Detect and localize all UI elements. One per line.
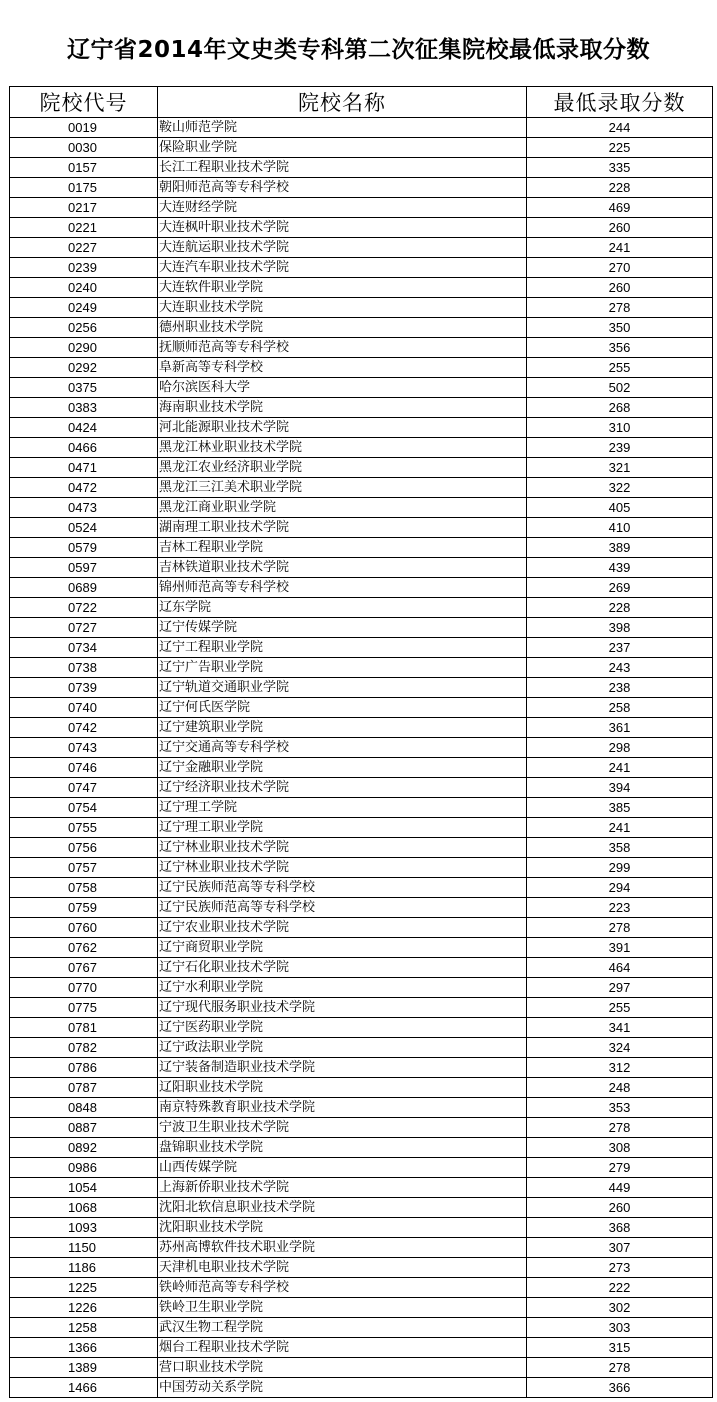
school-code-cell: 1150 [10, 1238, 158, 1258]
table-row [10, 898, 713, 918]
table-row [10, 158, 713, 178]
table-row [10, 778, 713, 798]
school-name-cell: 辽宁建筑职业学院 [158, 718, 527, 738]
school-code-cell: 0030 [10, 138, 158, 158]
min-score-cell: 353 [527, 1098, 713, 1118]
min-score-cell: 385 [527, 798, 713, 818]
table-row [10, 178, 713, 198]
school-name-cell: 大连航运职业技术学院 [158, 238, 527, 258]
table-row [10, 798, 713, 818]
min-score-cell: 278 [527, 1358, 713, 1378]
min-score-cell: 222 [527, 1278, 713, 1298]
school-code-cell: 0472 [10, 478, 158, 498]
min-score-cell: 307 [527, 1238, 713, 1258]
school-name-cell: 长江工程职业技术学院 [158, 158, 527, 178]
school-code-cell: 0782 [10, 1038, 158, 1058]
table-row [10, 978, 713, 998]
school-code-cell: 0775 [10, 998, 158, 1018]
table-row [10, 1338, 713, 1358]
min-score-cell: 260 [527, 218, 713, 238]
min-score-cell: 255 [527, 998, 713, 1018]
header-min-score: 最低录取分数 [527, 87, 713, 118]
school-code-cell: 0524 [10, 518, 158, 538]
school-name-cell: 辽宁传媒学院 [158, 618, 527, 638]
school-code-cell: 0424 [10, 418, 158, 438]
min-score-cell: 389 [527, 538, 713, 558]
school-code-cell: 0759 [10, 898, 158, 918]
school-name-cell: 辽宁交通高等专科学校 [158, 738, 527, 758]
school-name-cell: 辽宁工程职业学院 [158, 638, 527, 658]
table-row [10, 518, 713, 538]
school-name-cell: 德州职业技术学院 [158, 318, 527, 338]
school-name-cell: 湖南理工职业技术学院 [158, 518, 527, 538]
min-score-cell: 469 [527, 198, 713, 218]
min-score-cell: 278 [527, 298, 713, 318]
school-name-cell: 大连财经学院 [158, 198, 527, 218]
min-score-cell: 302 [527, 1298, 713, 1318]
min-score-cell: 310 [527, 418, 713, 438]
school-name-cell: 大连软件职业学院 [158, 278, 527, 298]
min-score-cell: 315 [527, 1338, 713, 1358]
school-name-cell: 阜新高等专科学校 [158, 358, 527, 378]
school-name-cell: 烟台工程职业技术学院 [158, 1338, 527, 1358]
table-row [10, 1158, 713, 1178]
table-row [10, 378, 713, 398]
min-score-cell: 237 [527, 638, 713, 658]
min-score-cell: 248 [527, 1078, 713, 1098]
table-row [10, 998, 713, 1018]
school-code-cell: 0787 [10, 1078, 158, 1098]
school-code-cell: 1068 [10, 1198, 158, 1218]
min-score-cell: 228 [527, 178, 713, 198]
school-code-cell: 0157 [10, 158, 158, 178]
min-score-cell: 241 [527, 238, 713, 258]
school-name-cell: 辽宁林业职业技术学院 [158, 838, 527, 858]
school-name-cell: 辽宁医药职业学院 [158, 1018, 527, 1038]
table-row [10, 578, 713, 598]
school-name-cell: 辽宁理工职业学院 [158, 818, 527, 838]
table-row [10, 1038, 713, 1058]
school-name-cell: 辽宁金融职业学院 [158, 758, 527, 778]
table-row [10, 398, 713, 418]
school-name-cell: 辽宁石化职业技术学院 [158, 958, 527, 978]
table-row [10, 318, 713, 338]
school-name-cell: 大连职业技术学院 [158, 298, 527, 318]
school-code-cell: 0767 [10, 958, 158, 978]
table-row [10, 838, 713, 858]
school-name-cell: 宁波卫生职业技术学院 [158, 1118, 527, 1138]
table-row [10, 598, 713, 618]
table-row [10, 1018, 713, 1038]
school-name-cell: 辽宁何氏医学院 [158, 698, 527, 718]
school-code-cell: 0762 [10, 938, 158, 958]
min-score-cell: 278 [527, 1118, 713, 1138]
school-code-cell: 1466 [10, 1378, 158, 1398]
school-name-cell: 沈阳职业技术学院 [158, 1218, 527, 1238]
min-score-cell: 269 [527, 578, 713, 598]
school-code-cell: 0290 [10, 338, 158, 358]
school-code-cell: 0249 [10, 298, 158, 318]
school-name-cell: 抚顺师范高等专科学校 [158, 338, 527, 358]
school-name-cell: 营口职业技术学院 [158, 1358, 527, 1378]
table-row [10, 1318, 713, 1338]
school-code-cell: 1054 [10, 1178, 158, 1198]
school-code-cell: 0760 [10, 918, 158, 938]
school-code-cell: 0292 [10, 358, 158, 378]
table-row [10, 818, 713, 838]
school-code-cell: 0597 [10, 558, 158, 578]
min-score-cell: 368 [527, 1218, 713, 1238]
min-score-cell: 439 [527, 558, 713, 578]
min-score-cell: 239 [527, 438, 713, 458]
school-name-cell: 哈尔滨医科大学 [158, 378, 527, 398]
page-title: 辽宁省2014年文史类专科第二次征集院校最低录取分数 [66, 37, 650, 63]
min-score-cell: 297 [527, 978, 713, 998]
header-school-name: 院校名称 [158, 87, 527, 118]
school-code-cell: 0466 [10, 438, 158, 458]
school-code-cell: 1258 [10, 1318, 158, 1338]
header-school-code: 院校代号 [10, 87, 158, 118]
school-name-cell: 吉林工程职业学院 [158, 538, 527, 558]
min-score-cell: 312 [527, 1058, 713, 1078]
min-score-cell: 308 [527, 1138, 713, 1158]
min-score-cell: 502 [527, 378, 713, 398]
school-code-cell: 0757 [10, 858, 158, 878]
school-name-cell: 辽宁林业职业技术学院 [158, 858, 527, 878]
table-row [10, 458, 713, 478]
min-score-cell: 223 [527, 898, 713, 918]
table-row [10, 478, 713, 498]
school-name-cell: 朝阳师范高等专科学校 [158, 178, 527, 198]
table-row [10, 1178, 713, 1198]
school-name-cell: 河北能源职业技术学院 [158, 418, 527, 438]
table-row [10, 358, 713, 378]
min-score-cell: 225 [527, 138, 713, 158]
school-code-cell: 0746 [10, 758, 158, 778]
school-name-cell: 南京特殊教育职业技术学院 [158, 1098, 527, 1118]
min-score-cell: 260 [527, 278, 713, 298]
table-row [10, 1378, 713, 1398]
school-code-cell: 0227 [10, 238, 158, 258]
school-name-cell: 辽宁现代服务职业技术学院 [158, 998, 527, 1018]
table-row [10, 278, 713, 298]
min-score-cell: 394 [527, 778, 713, 798]
table-row [10, 698, 713, 718]
table-row [10, 878, 713, 898]
table-row [10, 1058, 713, 1078]
school-code-cell: 0471 [10, 458, 158, 478]
school-name-cell: 海南职业技术学院 [158, 398, 527, 418]
table-row [10, 678, 713, 698]
min-score-cell: 303 [527, 1318, 713, 1338]
school-code-cell: 0756 [10, 838, 158, 858]
school-code-cell: 0240 [10, 278, 158, 298]
school-code-cell: 1186 [10, 1258, 158, 1278]
school-code-cell: 0579 [10, 538, 158, 558]
min-score-cell: 298 [527, 738, 713, 758]
school-code-cell: 0738 [10, 658, 158, 678]
school-name-cell: 苏州高博软件技术职业学院 [158, 1238, 527, 1258]
school-name-cell: 辽宁理工学院 [158, 798, 527, 818]
school-code-cell: 0734 [10, 638, 158, 658]
school-code-cell: 0019 [10, 118, 158, 138]
table-row [10, 638, 713, 658]
table-row [10, 738, 713, 758]
school-name-cell: 中国劳动关系学院 [158, 1378, 527, 1398]
min-score-cell: 335 [527, 158, 713, 178]
school-name-cell: 辽宁商贸职业学院 [158, 938, 527, 958]
min-score-cell: 268 [527, 398, 713, 418]
school-code-cell: 0742 [10, 718, 158, 738]
table-row [10, 1078, 713, 1098]
school-name-cell: 辽宁轨道交通职业学院 [158, 678, 527, 698]
school-name-cell: 辽宁政法职业学院 [158, 1038, 527, 1058]
school-code-cell: 0383 [10, 398, 158, 418]
school-code-cell: 0740 [10, 698, 158, 718]
school-code-cell: 0217 [10, 198, 158, 218]
school-code-cell: 0755 [10, 818, 158, 838]
school-name-cell: 辽宁装备制造职业技术学院 [158, 1058, 527, 1078]
school-name-cell: 盘锦职业技术学院 [158, 1138, 527, 1158]
school-code-cell: 0781 [10, 1018, 158, 1038]
school-name-cell: 武汉生物工程学院 [158, 1318, 527, 1338]
school-code-cell: 0256 [10, 318, 158, 338]
table-row [10, 858, 713, 878]
min-score-cell: 244 [527, 118, 713, 138]
school-code-cell: 1389 [10, 1358, 158, 1378]
table-row [10, 338, 713, 358]
table-row [10, 1098, 713, 1118]
min-score-cell: 356 [527, 338, 713, 358]
school-code-cell: 0239 [10, 258, 158, 278]
table-row [10, 118, 713, 138]
min-score-cell: 464 [527, 958, 713, 978]
school-name-cell: 铁岭师范高等专科学校 [158, 1278, 527, 1298]
min-score-cell: 410 [527, 518, 713, 538]
school-code-cell: 0887 [10, 1118, 158, 1138]
table-row [10, 718, 713, 738]
min-score-cell: 278 [527, 918, 713, 938]
table-row [10, 1278, 713, 1298]
school-name-cell: 辽宁农业职业技术学院 [158, 918, 527, 938]
school-name-cell: 黑龙江商业职业学院 [158, 498, 527, 518]
min-score-cell: 322 [527, 478, 713, 498]
min-score-cell: 258 [527, 698, 713, 718]
min-score-cell: 260 [527, 1198, 713, 1218]
table-row [10, 918, 713, 938]
school-name-cell: 黑龙江林业职业技术学院 [158, 438, 527, 458]
school-name-cell: 鞍山师范学院 [158, 118, 527, 138]
table-row [10, 1218, 713, 1238]
school-code-cell: 0747 [10, 778, 158, 798]
school-name-cell: 保险职业学院 [158, 138, 527, 158]
table-row [10, 1118, 713, 1138]
table-header-row [10, 87, 713, 118]
min-score-cell: 405 [527, 498, 713, 518]
min-score-cell: 241 [527, 818, 713, 838]
school-name-cell: 辽宁广告职业学院 [158, 658, 527, 678]
min-score-cell: 361 [527, 718, 713, 738]
min-score-cell: 299 [527, 858, 713, 878]
school-code-cell: 0848 [10, 1098, 158, 1118]
school-code-cell: 0722 [10, 598, 158, 618]
school-name-cell: 辽东学院 [158, 598, 527, 618]
table-row [10, 198, 713, 218]
table-row [10, 1258, 713, 1278]
school-code-cell: 0175 [10, 178, 158, 198]
school-name-cell: 锦州师范高等专科学校 [158, 578, 527, 598]
min-score-cell: 228 [527, 598, 713, 618]
table-row [10, 238, 713, 258]
min-score-cell: 321 [527, 458, 713, 478]
school-name-cell: 黑龙江三江美术职业学院 [158, 478, 527, 498]
table-row [10, 1138, 713, 1158]
table-row [10, 558, 713, 578]
table-row [10, 958, 713, 978]
table-row [10, 1298, 713, 1318]
school-code-cell: 0375 [10, 378, 158, 398]
table-row [10, 138, 713, 158]
min-score-cell: 366 [527, 1378, 713, 1398]
table-row [10, 538, 713, 558]
table-row [10, 658, 713, 678]
school-name-cell: 天津机电职业技术学院 [158, 1258, 527, 1278]
school-code-cell: 0786 [10, 1058, 158, 1078]
school-code-cell: 1366 [10, 1338, 158, 1358]
school-code-cell: 1093 [10, 1218, 158, 1238]
table-row [10, 1198, 713, 1218]
table-row [10, 758, 713, 778]
table-row [10, 438, 713, 458]
min-score-cell: 273 [527, 1258, 713, 1278]
school-name-cell: 吉林铁道职业技术学院 [158, 558, 527, 578]
school-name-cell: 辽宁民族师范高等专科学校 [158, 898, 527, 918]
school-name-cell: 辽阳职业技术学院 [158, 1078, 527, 1098]
school-code-cell: 0754 [10, 798, 158, 818]
min-score-cell: 270 [527, 258, 713, 278]
school-name-cell: 辽宁水利职业学院 [158, 978, 527, 998]
table-row [10, 1238, 713, 1258]
table-row [10, 618, 713, 638]
min-score-cell: 358 [527, 838, 713, 858]
table-row [10, 1358, 713, 1378]
school-name-cell: 铁岭卫生职业学院 [158, 1298, 527, 1318]
min-score-cell: 391 [527, 938, 713, 958]
school-code-cell: 0473 [10, 498, 158, 518]
school-code-cell: 0739 [10, 678, 158, 698]
school-name-cell: 大连汽车职业技术学院 [158, 258, 527, 278]
school-name-cell: 辽宁经济职业技术学院 [158, 778, 527, 798]
admission-score-table [9, 86, 713, 1398]
table-row [10, 298, 713, 318]
school-name-cell: 辽宁民族师范高等专科学校 [158, 878, 527, 898]
school-code-cell: 0743 [10, 738, 158, 758]
school-code-cell: 1225 [10, 1278, 158, 1298]
table-row [10, 418, 713, 438]
min-score-cell: 398 [527, 618, 713, 638]
min-score-cell: 279 [527, 1158, 713, 1178]
min-score-cell: 324 [527, 1038, 713, 1058]
school-code-cell: 0727 [10, 618, 158, 638]
school-code-cell: 0758 [10, 878, 158, 898]
min-score-cell: 350 [527, 318, 713, 338]
min-score-cell: 294 [527, 878, 713, 898]
table-row [10, 218, 713, 238]
school-code-cell: 0892 [10, 1138, 158, 1158]
school-name-cell: 黑龙江农业经济职业学院 [158, 458, 527, 478]
school-code-cell: 0221 [10, 218, 158, 238]
min-score-cell: 241 [527, 758, 713, 778]
school-name-cell: 上海新侨职业技术学院 [158, 1178, 527, 1198]
school-name-cell: 山西传媒学院 [158, 1158, 527, 1178]
school-code-cell: 0770 [10, 978, 158, 998]
min-score-cell: 238 [527, 678, 713, 698]
school-code-cell: 1226 [10, 1298, 158, 1318]
min-score-cell: 243 [527, 658, 713, 678]
table-row [10, 498, 713, 518]
school-name-cell: 沈阳北软信息职业技术学院 [158, 1198, 527, 1218]
min-score-cell: 341 [527, 1018, 713, 1038]
table-row [10, 258, 713, 278]
school-name-cell: 大连枫叶职业技术学院 [158, 218, 527, 238]
table-row [10, 938, 713, 958]
min-score-cell: 255 [527, 358, 713, 378]
school-code-cell: 0986 [10, 1158, 158, 1178]
min-score-cell: 449 [527, 1178, 713, 1198]
school-code-cell: 0689 [10, 578, 158, 598]
